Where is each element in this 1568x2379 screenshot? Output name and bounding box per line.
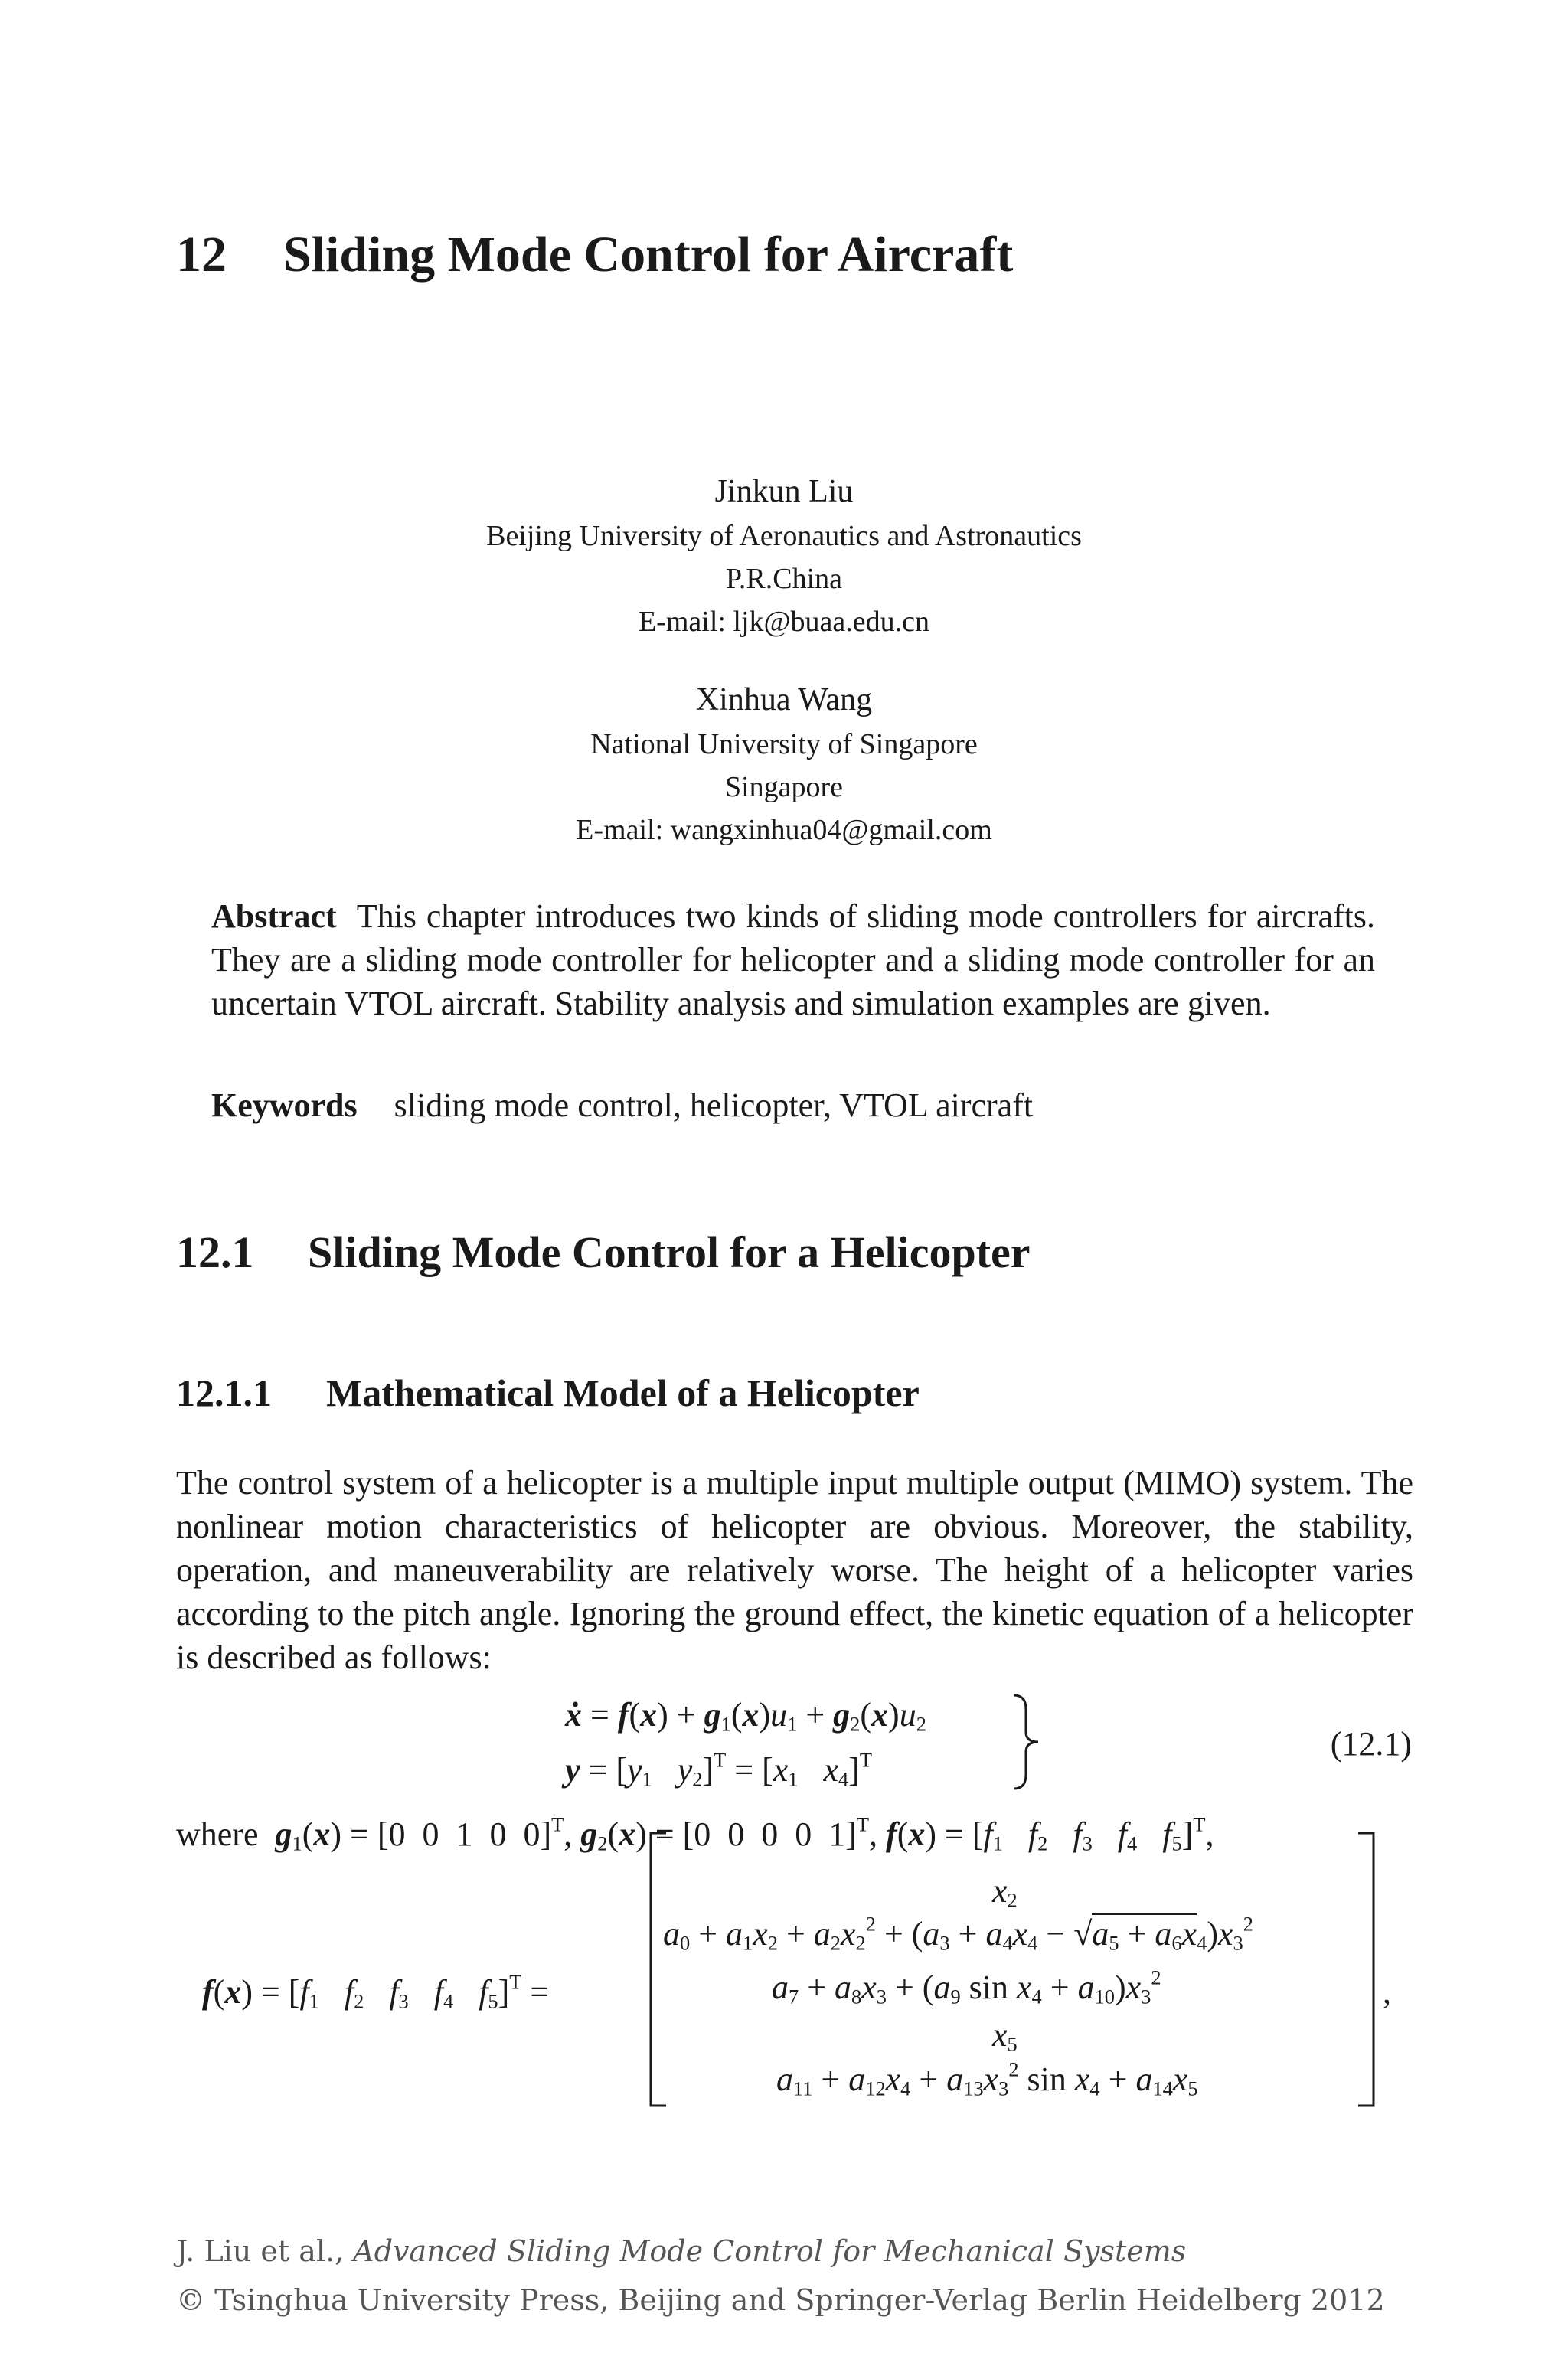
- chapter-number: 12: [176, 227, 227, 283]
- subsection-number: 12.1.1: [176, 1371, 272, 1414]
- equation-number: (12.1): [1330, 1725, 1412, 1763]
- author-name: Xinhua Wang: [695, 682, 873, 717]
- where-line: where $g_1(x) = [0$ 0 1 0 0]$^T$, $g_2(x) = [0$ 0 0 0 1]$^T$, $f(x) = [f_1$ $f_2$ $f_3$ $f_4$ $f_5]^T$,: [176, 1812, 1214, 1855]
- keywords: [211, 1086, 1033, 1125]
- subsection-title-text: Mathematical Model of a Helicopter: [326, 1371, 920, 1414]
- matrix-left-bracket: [648, 1832, 669, 2107]
- author-name: Jinkun Liu: [714, 474, 854, 509]
- keywords-text: sliding mode control, helicopter, VTOL aircraft: [394, 1087, 1034, 1124]
- matrix-trailing-comma: ,: [1383, 1973, 1391, 2011]
- author-affiliation: National University of Singapore: [590, 728, 978, 760]
- citation-prefix: J. Liu et al.,: [176, 2234, 354, 2268]
- matrix-lhs: $f(x) = [f_1$ $f_2$ $f_3$ $f_4$ $f_5]^T$ =: [202, 1970, 550, 2013]
- author-affiliation: Beijing University of Aeronautics and Astronautics: [486, 520, 1082, 552]
- body-paragraph: The control system of a helicopter is a multiple input multiple output (MIMO) system. The nonlinear motion characteristics of helicopter are obvious. Moreover, the stability, operation, and maneuverability are relatively worse. The height of a helicopter varies according to the pitch angle. Ignoring the ground effect, the kinetic equation of a helicopter is described as follows:: [176, 1464, 1413, 1676]
- chapter-title: [176, 226, 1013, 284]
- author-country: P.R.China: [725, 563, 843, 595]
- footer-citation: [176, 2234, 1186, 2268]
- equation-state-line: ẋ = $f(x) + g_1(x)u_1 + g_2(x)u_2$: [565, 1696, 926, 1736]
- abstract: [211, 894, 1375, 1025]
- author-block-2: [0, 677, 1568, 851]
- citation-book-title: Advanced Sliding Mode Control for Mechanical Systems: [353, 2234, 1187, 2268]
- matrix-row-5: $a_{11} + a_{12}x_4 + a_{13}x_3^2$ $\sin x_4 + a_{14}x_5$: [776, 2057, 1198, 2100]
- section-number: 12.1: [176, 1227, 254, 1277]
- author-email: E-mail: ljk@buaa.edu.cn: [638, 606, 930, 638]
- subsection-heading: [176, 1371, 920, 1415]
- section-heading: [176, 1227, 1031, 1278]
- matrix-row-1: $x_2$: [992, 1872, 1018, 1912]
- author-block-1: [0, 469, 1568, 643]
- matrix-row-2: $a_0 + a_1x_2 + a_2x_2^2 + (a_3 + a_4x_4 - √a_5 + a_6x_4)x_3^2$: [663, 1912, 1253, 1955]
- equation-output-line: $y = [y_1$ $y_2]^T = [x_1$ $x_4]^T$: [565, 1748, 872, 1791]
- abstract-label: Abstract: [211, 897, 337, 935]
- where-label: where: [176, 1815, 259, 1853]
- curly-brace: [1009, 1692, 1046, 1792]
- matrix-row-3: $a_7 + a_8x_3 + (a_9$ $\sin x_4 + a_{10})x_3^2$: [772, 1966, 1161, 2008]
- author-email: E-mail: wangxinhua04@gmail.com: [576, 814, 992, 846]
- matrix-row-4: $x_5$: [992, 2016, 1018, 2056]
- footer-copyright: © Tsinghua University Press, Beijing and Springer-Verlag Berlin Heidelberg 2012: [176, 2283, 1385, 2317]
- chapter-title-text: Sliding Mode Control for Aircraft: [283, 227, 1014, 283]
- author-country: Singapore: [724, 771, 844, 803]
- section-title-text: Sliding Mode Control for a Helicopter: [308, 1227, 1031, 1277]
- matrix-right-bracket: [1355, 1832, 1377, 2107]
- keywords-label: Keywords: [211, 1087, 358, 1124]
- abstract-text: This chapter introduces two kinds of sliding mode controllers for aircrafts. They are a sliding mode controller for helicopter and a sliding mode controller for an uncertain VTOL aircraft. Stability analysis and simulation examples are given.: [211, 897, 1375, 1022]
